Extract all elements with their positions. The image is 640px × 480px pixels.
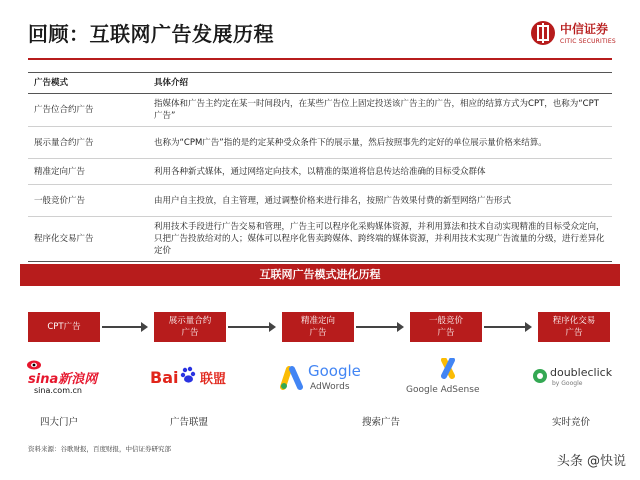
watermark: 头条 @快说: [556, 454, 626, 469]
header-ad-mode: 广告模式: [28, 73, 148, 94]
stage-label: 一般竞价 广告: [428, 316, 463, 338]
ad-mode-table: [28, 72, 612, 262]
doubleclick-wordmark: doubleclick: [550, 366, 613, 379]
row-description: 由用户自主投放，自主管理，通过调整价格来进行排名，按照广告效果付费的新型网络广告形式: [148, 185, 612, 217]
row-type: 一般竞价广告: [28, 185, 148, 217]
stage-box: [282, 312, 354, 342]
sina-wordmark: sina新浪网: [28, 372, 98, 387]
citic-logo: [530, 16, 620, 52]
table-header-row: [28, 73, 612, 94]
adwords-icon: [280, 366, 304, 390]
arrow-connector: [356, 326, 402, 328]
page-title: 回顾：互联网广告发展历程: [28, 22, 274, 46]
category-label: 广告联盟: [170, 417, 209, 428]
doubleclick-logo: [532, 358, 618, 400]
arrow-connector: [484, 326, 530, 328]
baidu-wordmark: Bai: [150, 368, 179, 387]
citic-emblem-icon: [530, 20, 556, 46]
stage-label: 展示量合约 广告: [168, 316, 212, 338]
sina-url: sina.com.cn: [34, 386, 83, 395]
doubleclick-icon: [532, 368, 548, 384]
row-type: 广告位合约广告: [28, 94, 148, 127]
table-row: [28, 217, 612, 262]
table-row: [28, 159, 612, 185]
google-wordmark: Google: [308, 362, 361, 380]
baidu-paw-icon: [180, 366, 198, 384]
google-adwords-logo: [280, 358, 368, 400]
evolution-banner: 互联网广告模式进化历程: [20, 264, 620, 286]
header-description: 具体介绍: [148, 73, 612, 94]
title-rule: [28, 58, 612, 60]
stage-label: 精准定向 广告: [300, 316, 335, 338]
row-type: 精准定向广告: [28, 159, 148, 185]
arrow-connector: [228, 326, 274, 328]
row-type: 展示量合约广告: [28, 127, 148, 159]
baidu-union-logo: [150, 358, 236, 400]
stage-box: [154, 312, 226, 342]
doubleclick-by-google: by Google: [552, 380, 583, 387]
stage-box: [410, 312, 482, 342]
row-type: 程序化交易广告: [28, 217, 148, 262]
sina-logo: [24, 358, 106, 400]
row-description: 也称为“CPM广告”指的是约定某种受众条件下的展示量，然后按照事先约定好的单位展示量价格来结算。: [148, 127, 612, 159]
category-label: 实时竞价: [552, 417, 591, 428]
row-description: 利用各种新式媒体，通过网络定向技术，以精准的渠道将信息传达给准确的目标受众群体: [148, 159, 612, 185]
row-description: 利用技术手段进行广告交易和管理，广告主可以程序化采购媒体资源，并利用算法和技术自动实现精准的目标受众定向，只把广告投放给对的人；媒体可以程序化售卖跨媒体、跨终端的媒体资源，并利用技术实现广告流量的分级，进行差异化定价: [148, 217, 612, 262]
google-adsense-logo: [406, 358, 490, 400]
adsense-icon: [436, 358, 460, 382]
category-label: 搜索广告: [362, 417, 401, 428]
baidu-union-suffix: 联盟: [200, 372, 227, 387]
arrow-connector: [102, 326, 146, 328]
table-row: [28, 127, 612, 159]
logo-chinese-name: 中信证券: [560, 22, 609, 36]
stage-box: [28, 312, 100, 342]
stage-label: CPT广告: [47, 322, 81, 332]
table-row: [28, 94, 612, 127]
stage-label: 程序化交易 广告: [552, 316, 596, 338]
category-label: 四大门户: [40, 417, 79, 428]
row-description: 指媒体和广告主约定在某一时间段内，在某些广告位上固定投送该广告主的广告，相应的结算方式为CPT，也称为“CPT广告”: [148, 94, 612, 127]
table-row: [28, 185, 612, 217]
stage-box: [538, 312, 610, 342]
logo-english-name: CITIC SECURITIES: [560, 38, 616, 45]
adsense-wordmark: Google AdSense: [406, 385, 480, 395]
source-note: 资料来源：谷歌财报，百度财报，中信证券研究部: [28, 445, 171, 453]
adwords-wordmark: AdWords: [310, 382, 350, 392]
